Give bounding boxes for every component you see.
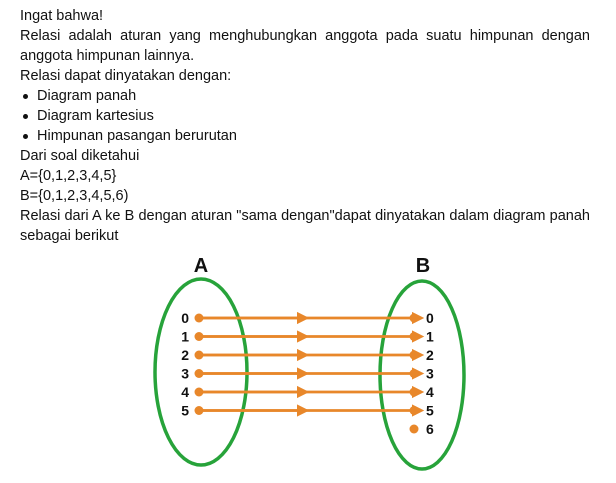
- set-b-member-label: 0: [426, 310, 434, 326]
- set-b-member-label: 1: [426, 328, 434, 345]
- set-a-member-label: 4: [181, 384, 189, 400]
- set-a-member-label: 0: [181, 310, 189, 326]
- set-b-member-dot: [410, 425, 419, 434]
- set-a-label: A: [193, 255, 209, 277]
- set-b-member-dot: [410, 369, 419, 378]
- set-b-member-dot: [410, 406, 419, 415]
- method-item: Diagram kartesius: [20, 106, 590, 126]
- set-b-member-dot: [410, 388, 419, 397]
- set-a-member-dot: [195, 314, 204, 323]
- methods-intro: Relasi dapat dinyatakan dengan:: [20, 68, 232, 84]
- set-b-members: [410, 310, 435, 437]
- set-b-member-label: 6: [426, 421, 434, 437]
- set-b-ellipse: [380, 281, 464, 469]
- set-a-member-dot: [195, 388, 204, 397]
- set-a-member-dot: [195, 351, 204, 360]
- set-b-member-label: 4: [426, 384, 434, 400]
- set-b-member-dot: [410, 332, 419, 341]
- set-b-member-label: 5: [426, 402, 434, 419]
- set-a-member-dot: [195, 406, 204, 415]
- set-b-member-dot: [410, 314, 419, 323]
- set-a-member-dot: [195, 369, 204, 378]
- methods-list: [20, 86, 590, 146]
- set-a-members: [181, 310, 203, 419]
- method-item: Diagram panah: [20, 86, 590, 106]
- set-b-member-label: 3: [426, 365, 434, 382]
- set-a-member-dot: [195, 332, 204, 341]
- given-intro: Dari soal diketahui: [20, 148, 140, 164]
- set-a-definition: A={0,1,2,3,4,5}: [20, 168, 117, 184]
- relation-statement: Relasi dari A ke B dengan aturan "sama dengan"dapat dinyatakan dalam diagram panah sebagai berikut: [20, 208, 590, 244]
- method-item: Himpunan pasangan berurutan: [20, 126, 590, 146]
- solution-text: [20, 6, 590, 246]
- set-b-label: B: [415, 255, 431, 277]
- set-b-member-label: 2: [426, 347, 434, 363]
- arrow-diagram: [0, 248, 616, 483]
- set-a-member-label: 1: [181, 328, 189, 345]
- set-a-member-label: 5: [181, 402, 189, 419]
- relation-definition: Relasi adalah aturan yang menghubungkan anggota pada suatu himpunan dengan anggota himpunan lainnya.: [20, 28, 590, 64]
- set-b-member-dot: [410, 351, 419, 360]
- note-heading: Ingat bahwa!: [20, 8, 104, 24]
- set-a-member-label: 2: [181, 347, 189, 363]
- set-a-member-label: 3: [181, 365, 189, 382]
- set-b-definition: B={0,1,2,3,4,5,6): [20, 188, 129, 204]
